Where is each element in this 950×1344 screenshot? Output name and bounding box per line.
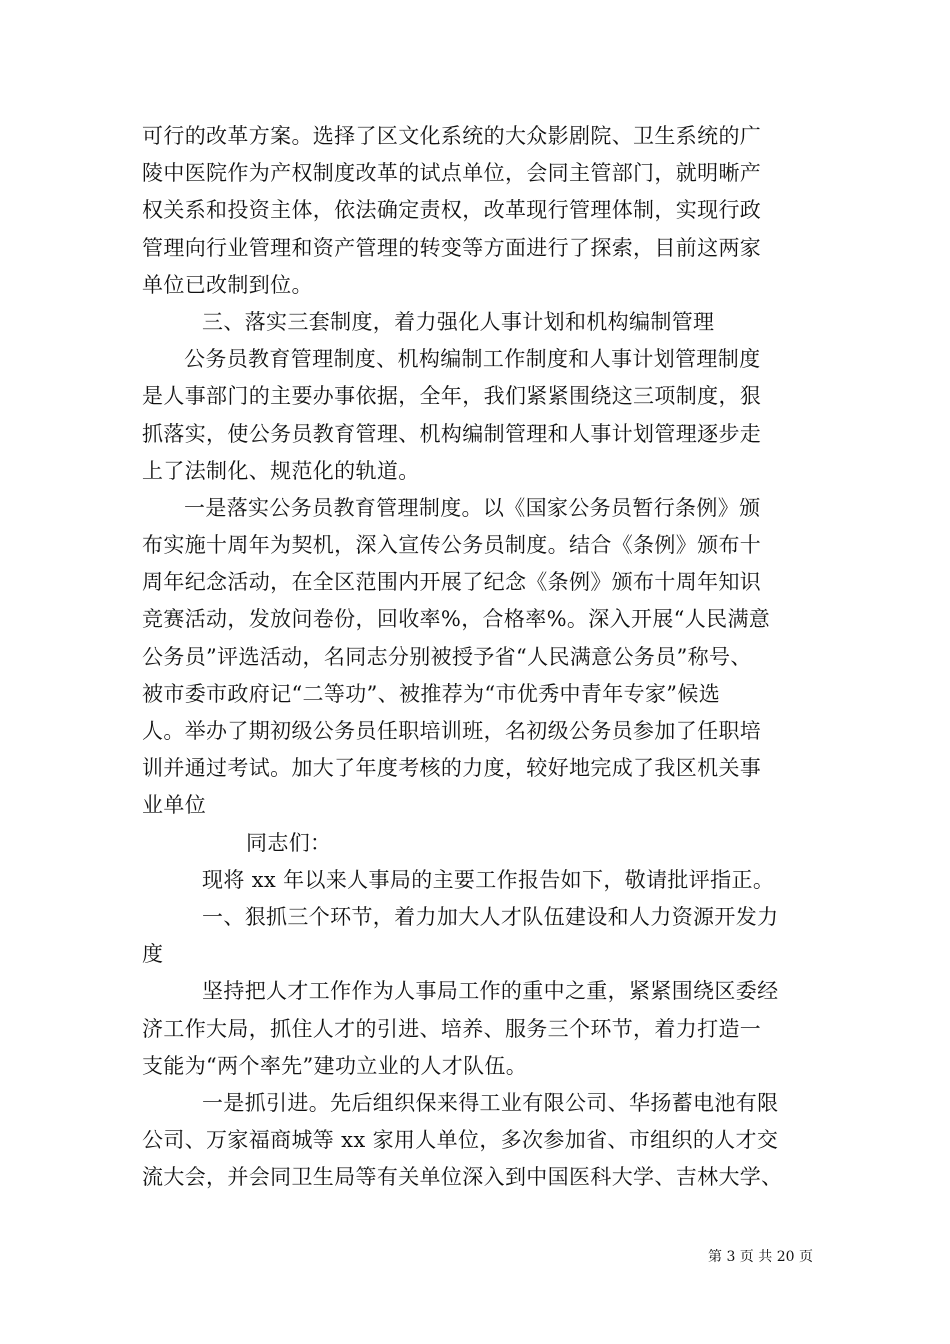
body-line: 上了法制化、规范化的轨道。 <box>142 458 420 483</box>
body-line: 业单位 <box>142 793 207 818</box>
body-line: 周年纪念活动，在全区范围内开展了纪念《条例》颁布十周年知识 <box>142 570 762 595</box>
body-line: 管理向行业管理和资产管理的转变等方面进行了探索，目前这两家 <box>142 235 762 260</box>
body-line: 人。举办了期初级公务员任职培训班，名初级公务员参加了任职培 <box>142 719 762 743</box>
body-line: 公司、万家福商城等 xx 家用人单位，多次参加省、市组织的人才交 <box>142 1128 779 1153</box>
body-line: 济工作大局，抓住人才的引进、培养、服务三个环节，着力打造一 <box>142 1016 762 1041</box>
body-line: 一是抓引进。先后组织保来得工业有限公司、华扬蓄电池有限 <box>202 1090 779 1115</box>
body-line: 支能为“两个率先”建功立业的人才队伍。 <box>142 1053 528 1078</box>
body-line: 单位已改制到位。 <box>142 272 313 297</box>
section-heading: 三、落实三套制度，着力强化人事计划和机构编制管理 <box>202 309 715 334</box>
page-number: 第 3 页 共 20 页 <box>708 1249 813 1265</box>
body-line: 坚持把人才工作作为人事局工作的重中之重，紧紧围绕区委经 <box>202 979 779 1004</box>
body-line: 公务员教育管理制度、机构编制工作制度和人事计划管理制度 <box>184 347 761 372</box>
body-line: 竞赛活动，发放问卷份，回收率%，合格率%。深入开展“人民满意 <box>142 607 771 632</box>
body-line: 度 <box>142 942 164 967</box>
body-line: 流大会，并会同卫生局等有关单位深入到中国医科大学、吉林大学、 <box>142 1165 783 1190</box>
body-line: 公务员”评选活动，名同志分别被授予省“人民满意公务员”称号、 <box>142 644 752 669</box>
body-line: 现将 xx 年以来人事局的主要工作报告如下，敬请批评指正。 <box>202 867 775 892</box>
section-heading: 一、狠抓三个环节，着力加大人才队伍建设和人力资源开发力 <box>202 904 779 929</box>
body-line: 被市委市政府记“二等功”、被推荐为“市优秀中青年专家”候选 <box>142 681 721 706</box>
body-line: 布实施十周年为契机，深入宣传公务员制度。结合《条例》颁布十 <box>142 533 762 558</box>
document-body <box>142 118 818 1196</box>
body-line: 一是落实公务员教育管理制度。以《国家公务员暂行条例》颁 <box>184 495 761 520</box>
body-line: 是人事部门的主要办事依据，全年，我们紧紧围绕这三项制度，狠 <box>142 384 762 409</box>
body-line: 权关系和投资主体，依法确定责权，改革现行管理体制，实现行政 <box>142 198 762 223</box>
salutation: 同志们： <box>246 830 332 855</box>
body-line: 训并通过考试。加大了年度考核的力度，较好地完成了我区机关事 <box>142 756 762 781</box>
body-line: 陵中医院作为产权制度改革的试点单位，会同主管部门，就明晰产 <box>142 161 762 186</box>
body-line: 可行的改革方案。选择了区文化系统的大众影剧院、卫生系统的广 <box>142 124 762 148</box>
body-line: 抓落实，使公务员教育管理、机构编制管理和人事计划管理逐步走 <box>142 421 762 446</box>
